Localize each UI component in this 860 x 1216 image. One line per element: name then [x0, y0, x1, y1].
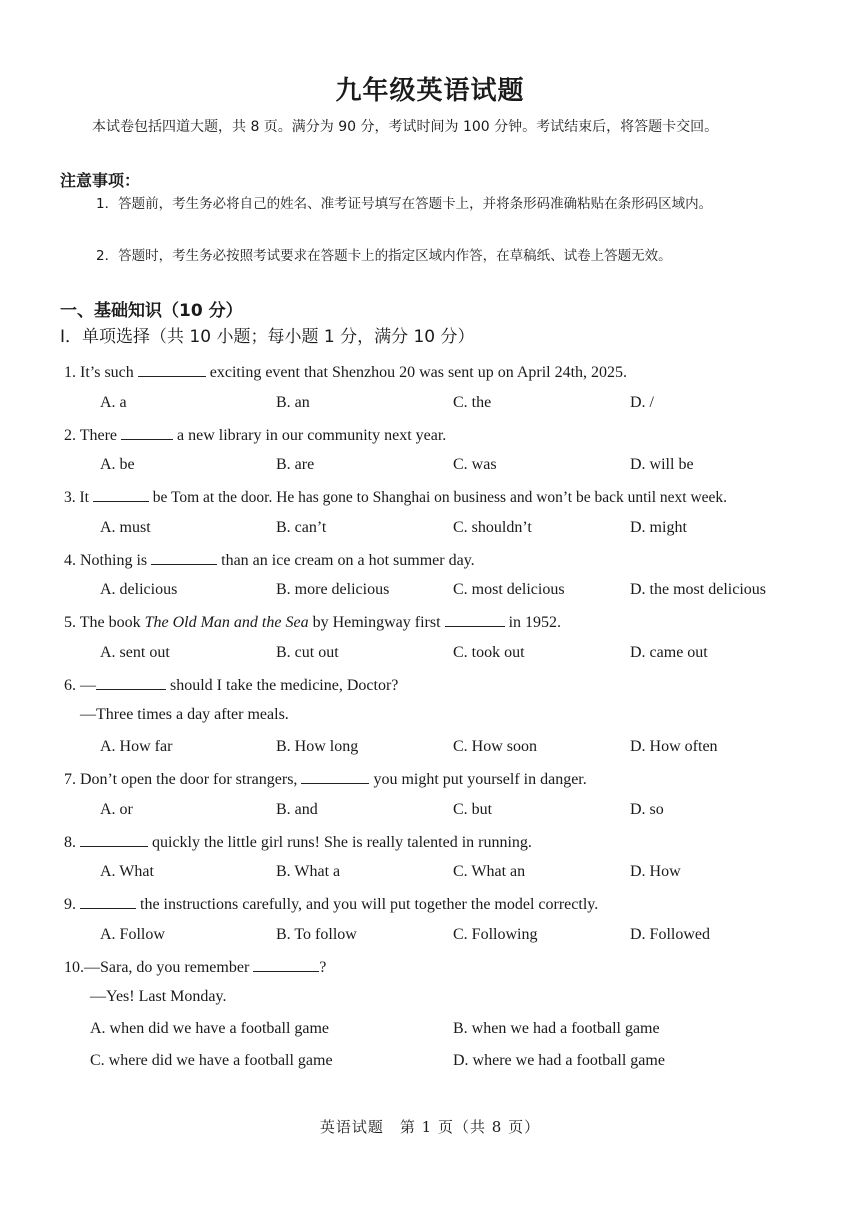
- option-c: C. the: [453, 394, 492, 411]
- answer-blank: [151, 550, 217, 565]
- question-number: 10.: [64, 959, 84, 976]
- answer-blank: [80, 894, 136, 909]
- question-9-stem: [64, 894, 598, 914]
- option-b: B. more delicious: [276, 581, 390, 598]
- option-d: D. so: [630, 801, 664, 818]
- question-6-reply: —Three times a day after meals.: [80, 706, 289, 723]
- question-text: There: [79, 427, 118, 444]
- question-8-stem: [64, 832, 532, 852]
- option-d: D. Followed: [630, 926, 710, 943]
- answer-blank: [93, 487, 149, 502]
- option-c: C. How soon: [453, 738, 538, 755]
- question-text: you might put yourself in danger.: [373, 771, 587, 788]
- option-d: D. /: [630, 394, 654, 411]
- option-b: B. What a: [276, 863, 341, 880]
- question-number: 3.: [64, 489, 76, 506]
- option-d: D. How: [630, 863, 681, 880]
- question-text: than an ice cream on a hot summer day.: [221, 552, 475, 569]
- option-b: B. when we had a football game: [453, 1020, 660, 1037]
- question-number: 8.: [64, 834, 76, 851]
- notice-heading: 注意事项：: [60, 171, 141, 190]
- option-c: C. took out: [453, 644, 525, 661]
- question-text: ?: [319, 959, 327, 976]
- notice-item-2: 2．答题时，考生务必按照考试要求在答题卡上的指定区域内作答，在草稿纸、试卷上答题无效。: [96, 248, 672, 264]
- question-text: the instructions carefully, and you will put together the model correctly.: [140, 896, 599, 913]
- option-a: A. sent out: [100, 644, 170, 661]
- question-text: be Tom at the door. He has gone to Shanghai on business and won’t be back until next week.: [152, 489, 728, 506]
- option-a: A. delicious: [100, 581, 178, 598]
- question-text: Don’t open the door for strangers,: [80, 771, 298, 788]
- question-number: 2.: [64, 427, 76, 444]
- option-b: B. an: [276, 394, 310, 411]
- question-7-stem: [64, 769, 587, 789]
- option-a: A. Follow: [100, 926, 165, 943]
- answer-blank: [96, 675, 166, 690]
- option-b: B. and: [276, 801, 318, 818]
- option-b: B. cut out: [276, 644, 339, 661]
- option-a: A. a: [100, 394, 127, 411]
- notice-item-1: 1．答题前，考生务必将自己的姓名、准考证号填写在答题卡上，并将条形码准确粘贴在条形码区域内。: [96, 196, 713, 212]
- page-footer: 英语试题 第 1 页（共 8 页）: [319, 1118, 541, 1136]
- option-c: C. was: [453, 456, 497, 473]
- section-heading: 一、基础知识（10 分）: [60, 301, 243, 321]
- question-number: 6.: [64, 677, 76, 694]
- question-3-stem: [64, 487, 727, 507]
- question-number: 4.: [64, 552, 76, 569]
- exam-intro: 本试卷包括四道大题，共 8 页。满分为 90 分，考试时间为 100 分钟。考试结束后，将答题卡交回。: [92, 119, 719, 135]
- question-text: Nothing is: [80, 552, 148, 569]
- question-text: by Hemingway first: [312, 614, 441, 631]
- option-b: B. are: [276, 456, 315, 473]
- option-a: A. when did we have a football game: [90, 1020, 330, 1037]
- question-number: 7.: [64, 771, 76, 788]
- question-number: 5.: [64, 614, 76, 631]
- option-d: D. will be: [630, 456, 694, 473]
- question-text: The book: [79, 614, 141, 631]
- option-c: C. What an: [453, 863, 526, 880]
- option-a: A. must: [100, 519, 151, 536]
- option-d: D. might: [630, 519, 687, 536]
- question-text: exciting event that Shenzhou 20 was sent up on April 24th, 2025.: [209, 364, 628, 381]
- question-text: It: [79, 489, 89, 506]
- answer-blank: [121, 425, 173, 440]
- subsection-heading: I．单项选择（共 10 小题；每小题 1 分，满分 10 分）: [60, 327, 475, 347]
- question-number: 1.: [64, 364, 76, 381]
- question-5-stem: [64, 612, 561, 632]
- answer-blank: [138, 362, 206, 377]
- option-c: C. Following: [453, 926, 538, 943]
- option-b: B. can’t: [276, 519, 327, 536]
- question-1-stem: [64, 362, 627, 382]
- question-text: —: [80, 677, 96, 694]
- question-text: It’s such: [80, 364, 134, 381]
- question-10-reply: —Yes! Last Monday.: [90, 988, 227, 1005]
- book-title: The Old Man and the Sea: [144, 614, 309, 631]
- option-b: B. How long: [276, 738, 359, 755]
- answer-blank: [80, 832, 148, 847]
- question-2-stem: [64, 425, 446, 445]
- answer-blank: [253, 957, 319, 972]
- option-d: D. the most delicious: [630, 581, 766, 598]
- option-d: D. where we had a football game: [453, 1052, 665, 1069]
- answer-blank: [445, 612, 505, 627]
- option-a: A. or: [100, 801, 133, 818]
- question-text: a new library in our community next year.: [177, 427, 447, 444]
- question-text: —Sara, do you remember: [84, 959, 250, 976]
- option-d: D. came out: [630, 644, 708, 661]
- answer-blank: [301, 769, 369, 784]
- page-title: 九年级英语试题: [335, 76, 525, 106]
- question-4-stem: [64, 550, 475, 570]
- option-c: C. most delicious: [453, 581, 565, 598]
- question-text: should I take the medicine, Doctor?: [170, 677, 399, 694]
- question-text: quickly the little girl runs! She is really talented in running.: [152, 834, 532, 851]
- option-a: A. What: [100, 863, 154, 880]
- option-c: C. where did we have a football game: [90, 1052, 333, 1069]
- option-c: C. but: [453, 801, 493, 818]
- option-a: A. be: [100, 456, 135, 473]
- question-10-stem: [64, 957, 326, 977]
- question-6-stem: [64, 675, 398, 695]
- option-a: A. How far: [100, 738, 173, 755]
- option-b: B. To follow: [276, 926, 357, 943]
- question-number: 9.: [64, 896, 76, 913]
- option-c: C. shouldn’t: [453, 519, 532, 536]
- option-d: D. How often: [630, 738, 718, 755]
- question-text: in 1952.: [508, 614, 562, 631]
